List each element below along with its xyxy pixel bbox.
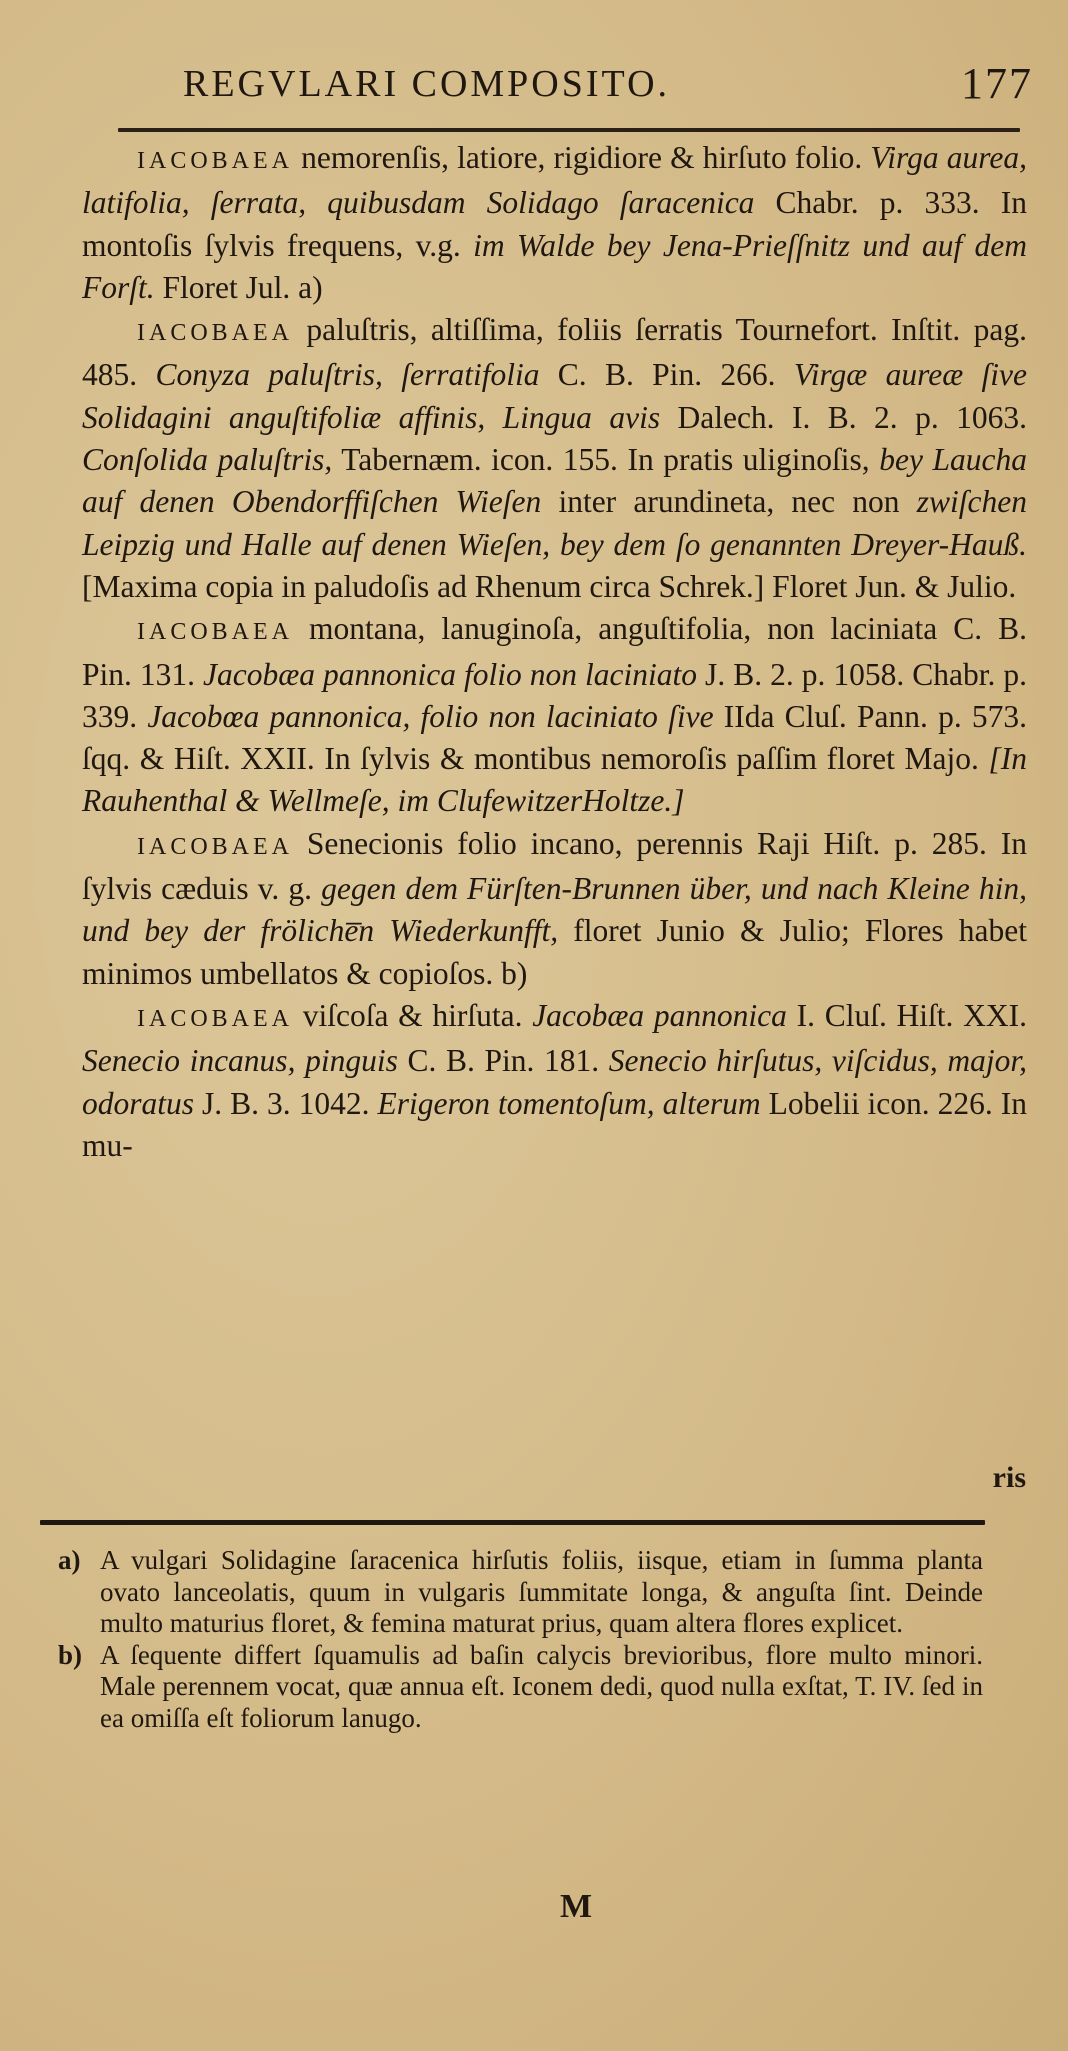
footnote-mark: a) — [58, 1545, 81, 1575]
body-text: J. B. 2. p. 1058. Chabr. p. 339. — [82, 656, 1028, 734]
signature-mark: M — [560, 1888, 593, 1925]
italic-text: Jacobœa pannonica, folio non laciniato ſive — [147, 698, 714, 734]
entry-paragraph — [82, 137, 1027, 309]
italic-text: Jacobæa pannonica — [532, 997, 787, 1033]
italic-text: Conyza paluſtris, ſerratifolia — [155, 357, 540, 393]
entry-lead: IACOBAEA — [137, 1005, 293, 1032]
body-text: Lobelii icon. 226. In mu- — [82, 1085, 1027, 1163]
entry-paragraph — [82, 309, 1027, 608]
body-text: floret Junio & Julio; Flores habet minimos umbellatos & copioſos. b) — [82, 913, 1027, 991]
header-rule — [118, 128, 1020, 132]
body-text: J. B. 3. 1042. — [194, 1085, 378, 1121]
body-text: Chabr. p. 333. In montoſis ſylvis frequens, v.g. — [82, 185, 1027, 263]
body-text: paluſtris, altiſſima, foliis ſerratis Tournefort. Inſtit. pag. 485. — [82, 312, 1027, 393]
footnote-text: A vulgari Solidagine ſaracenica hirſutis foliis, iisque, etiam in ſumma planta ovato lanceolatis, quum in vulgaris ſummitate longa, & anguſta ſint. Deinde multo maturius floret, & femina maturat prius, quam altera flores explicet. — [100, 1545, 983, 1638]
entry-lead: IACOBAEA — [137, 619, 293, 646]
body-text: montana, lanuginoſa, anguſtifolia, non laciniata C. B. Pin. 131. — [82, 611, 1027, 692]
italic-text: gegen dem Fürſten-Brunnen über, und nach Kleine hin, und bey der fröliche̅n Wiederkunfft, — [82, 871, 1027, 949]
body-text: Tabernæm. icon. 155. In pratis uliginoſis, — [332, 442, 880, 478]
footnote — [58, 1545, 983, 1640]
body-text: viſcoſa & hirſuta. — [293, 997, 533, 1033]
italic-text: [In Rauhenthal & Wellmeſe, im ClufewitzerHoltze.] — [82, 741, 1027, 819]
italic-text: Jacobæa pannonica folio non laciniato — [203, 656, 698, 692]
body-text: Senecionis folio incano, perennis Raji Hiſt. p. 285. In ſylvis cæduis v. g. — [82, 825, 1027, 907]
body-text: IIda Cluſ. Pann. p. 573. ſqq. & Hiſt. XXII. In ſylvis & montibus nemoroſis paſſim floret Majo. — [82, 698, 1028, 777]
entry-lead: IACOBAEA — [137, 833, 293, 860]
body-text: I. Cluſ. Hiſt. XXI. — [786, 997, 1028, 1033]
body-text: C. B. Pin. 181. — [397, 1043, 609, 1079]
entry-lead: IACOBAEA — [137, 320, 293, 347]
body-text: C. B. Pin. 266. — [539, 357, 794, 393]
italic-text: im Walde bey Jena-Prieſſnitz und auf dem Forſt. — [82, 227, 1027, 305]
main-text — [82, 137, 1027, 1167]
italic-text: Senecio incanus, pinguis — [82, 1043, 398, 1079]
italic-text: Senecio hirſutus, viſcidus, major, odoratus — [82, 1043, 1028, 1121]
italic-text: bey Laucha auf denen Obendorffiſchen Wieſen — [82, 442, 1027, 520]
italic-text: Conſolida paluſtris, — [82, 442, 333, 478]
footnote-text: A ſequente differt ſquamulis ad baſin calycis brevioribus, flore multo minori. Male perennem vocat, quæ annua eſt. Iconem dedi, quod nulla exſtat, T. IV. ſed in ea omiſſa eſt foliorum lanugo. — [100, 1639, 983, 1733]
page-number: 177 — [961, 59, 1033, 108]
page-header — [183, 58, 1033, 118]
entry-paragraph — [82, 608, 1027, 822]
italic-text: Erigeron tomentoſum, alterum — [377, 1085, 761, 1121]
entry-lead: IACOBAEA — [137, 148, 293, 174]
catchword: ris — [992, 1461, 1026, 1494]
entry-paragraph — [82, 823, 1027, 995]
body-text: nemorenſis, latiore, rigidiore & hirſuto folio. — [293, 140, 871, 175]
footnote — [58, 1640, 983, 1735]
running-head: REGVLARI COMPOSITO. — [183, 63, 671, 105]
footnote-rule — [40, 1520, 985, 1525]
italic-text: Virga aurea, latifolia, ſerrata, quibusdam Solidago ſaracenica — [82, 140, 1027, 221]
italic-text: zwiſchen Leipzig und Halle auf denen Wieſen, bey dem ſo genannten Dreyer-Hauß. — [82, 484, 1028, 562]
body-text: inter arundineta, nec non — [541, 484, 917, 520]
footnote-mark: b) — [58, 1639, 83, 1670]
body-text: Dalech. I. B. 2. p. 1063. — [660, 399, 1027, 435]
body-text: [Maxima copia in paludoſis ad Rhenum circa Schrek.] Floret Jun. & Julio. — [82, 568, 1017, 604]
body-text: Floret Jul. a) — [154, 269, 323, 305]
italic-text: Virgæ aureæ ſive Solidagini anguſtifoliæ affinis, Lingua avis — [82, 357, 1027, 435]
footnotes — [58, 1545, 983, 1734]
entry-paragraph — [82, 995, 1027, 1167]
